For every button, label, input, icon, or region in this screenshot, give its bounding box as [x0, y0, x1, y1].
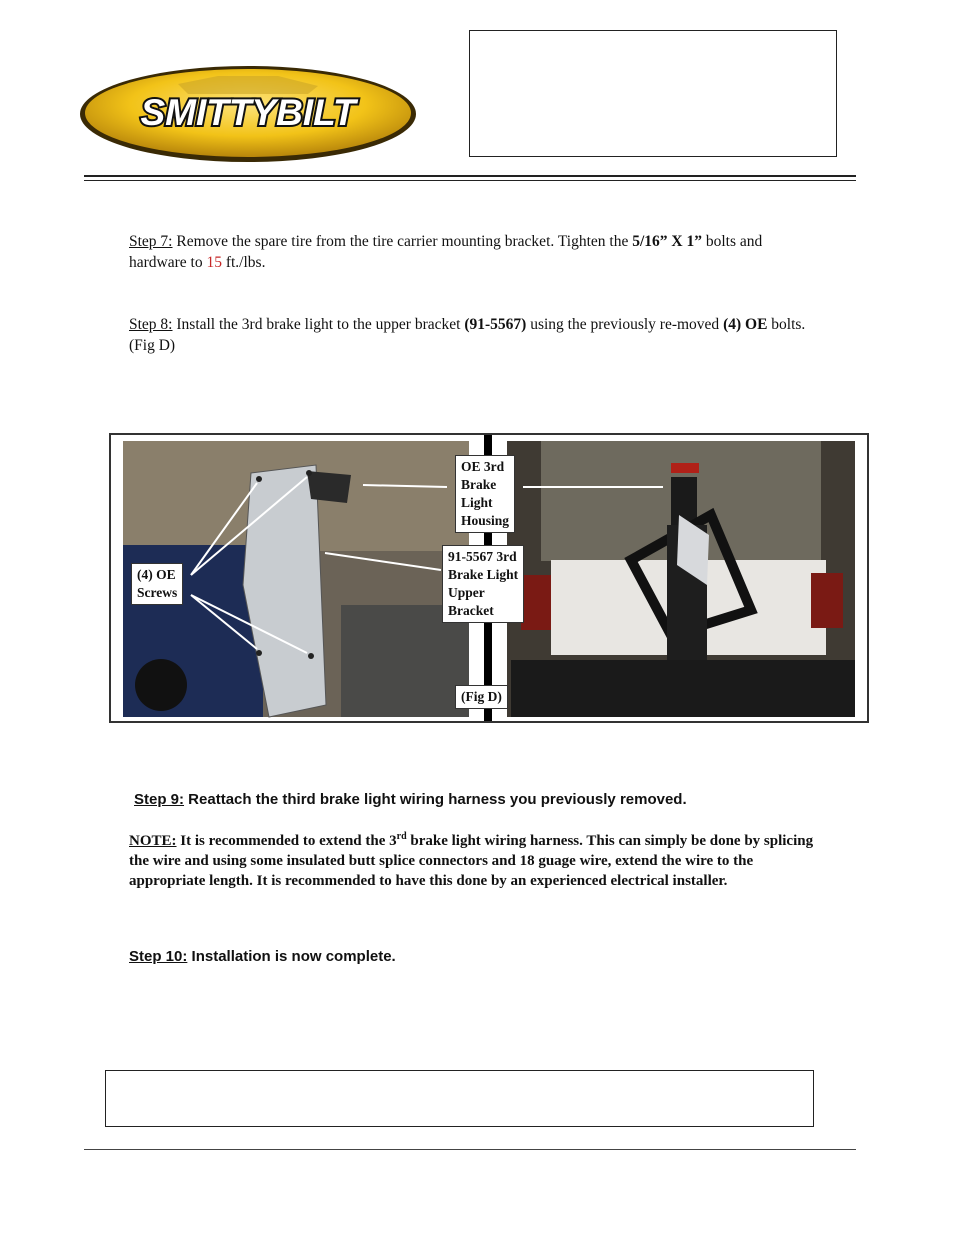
step-7-text-b: bolts and hardware to	[129, 233, 763, 271]
note-paragraph	[129, 831, 819, 891]
figure-caption: (Fig D)	[455, 685, 508, 709]
step-9-label: Step 9:	[134, 791, 185, 808]
note-text-a: It is recommended to extend the 3	[176, 833, 397, 849]
step-7-torque-value: 15	[206, 254, 222, 271]
step-7-text-c: ft./lbs.	[221, 254, 266, 271]
brake-light-housing-left	[307, 471, 351, 503]
step-8-label: Step 8:	[129, 316, 173, 333]
header-info-box	[469, 30, 837, 157]
step-8-text-b: using the previously re-moved	[526, 316, 724, 333]
step-8-paragraph	[129, 314, 809, 356]
step-10-label: Step 10:	[129, 948, 188, 965]
note-superscript: rd	[396, 831, 407, 842]
step-8-bolt-count: (4) OE	[723, 316, 768, 333]
note-label: NOTE:	[129, 833, 177, 849]
step-8-part-number: (91-5567)	[464, 316, 527, 333]
step-8-text-c: bolts. (Fig D)	[129, 316, 806, 354]
step-9-text: Reattach the third brake light wiring harness you previously removed.	[184, 791, 687, 808]
figure-d	[109, 433, 869, 723]
step-7-bolt-size: 5/16” X 1”	[632, 233, 702, 250]
rear-bumper	[511, 660, 855, 717]
note-text-b: brake light wiring harness. This can simply be done by splicing the wire and using some insulated butt splice connectors and 18 guage wire, extend the wire to the appropriate length. It is recommended to have this done by an experienced electrical installer.	[129, 833, 814, 889]
header-rule	[84, 175, 856, 177]
logo-text: SMITTYBILT	[140, 92, 356, 133]
step-8-text-a: Install the 3rd brake light to the upper bracket	[172, 316, 465, 333]
step-9-paragraph	[134, 790, 794, 810]
callout-oe-screws: (4) OE Screws	[131, 563, 183, 605]
footer-rule	[84, 1149, 856, 1150]
step-10-paragraph	[129, 947, 729, 967]
callout-brake-light-housing: OE 3rd Brake Light Housing	[455, 455, 515, 533]
step-7-label: Step 7:	[129, 233, 173, 250]
header-rule-thin	[84, 180, 856, 181]
footer-box	[105, 1070, 814, 1127]
callout-upper-bracket: 91-5567 3rd Brake Light Upper Bracket	[442, 545, 524, 623]
smittybilt-logo	[78, 64, 418, 164]
step-7-text-a: Remove the spare tire from the tire carrier mounting bracket. Tighten the	[172, 233, 633, 250]
step-10-text: Installation is now complete.	[187, 948, 396, 965]
step-7-paragraph	[129, 231, 819, 273]
logo-graphic	[78, 64, 418, 164]
